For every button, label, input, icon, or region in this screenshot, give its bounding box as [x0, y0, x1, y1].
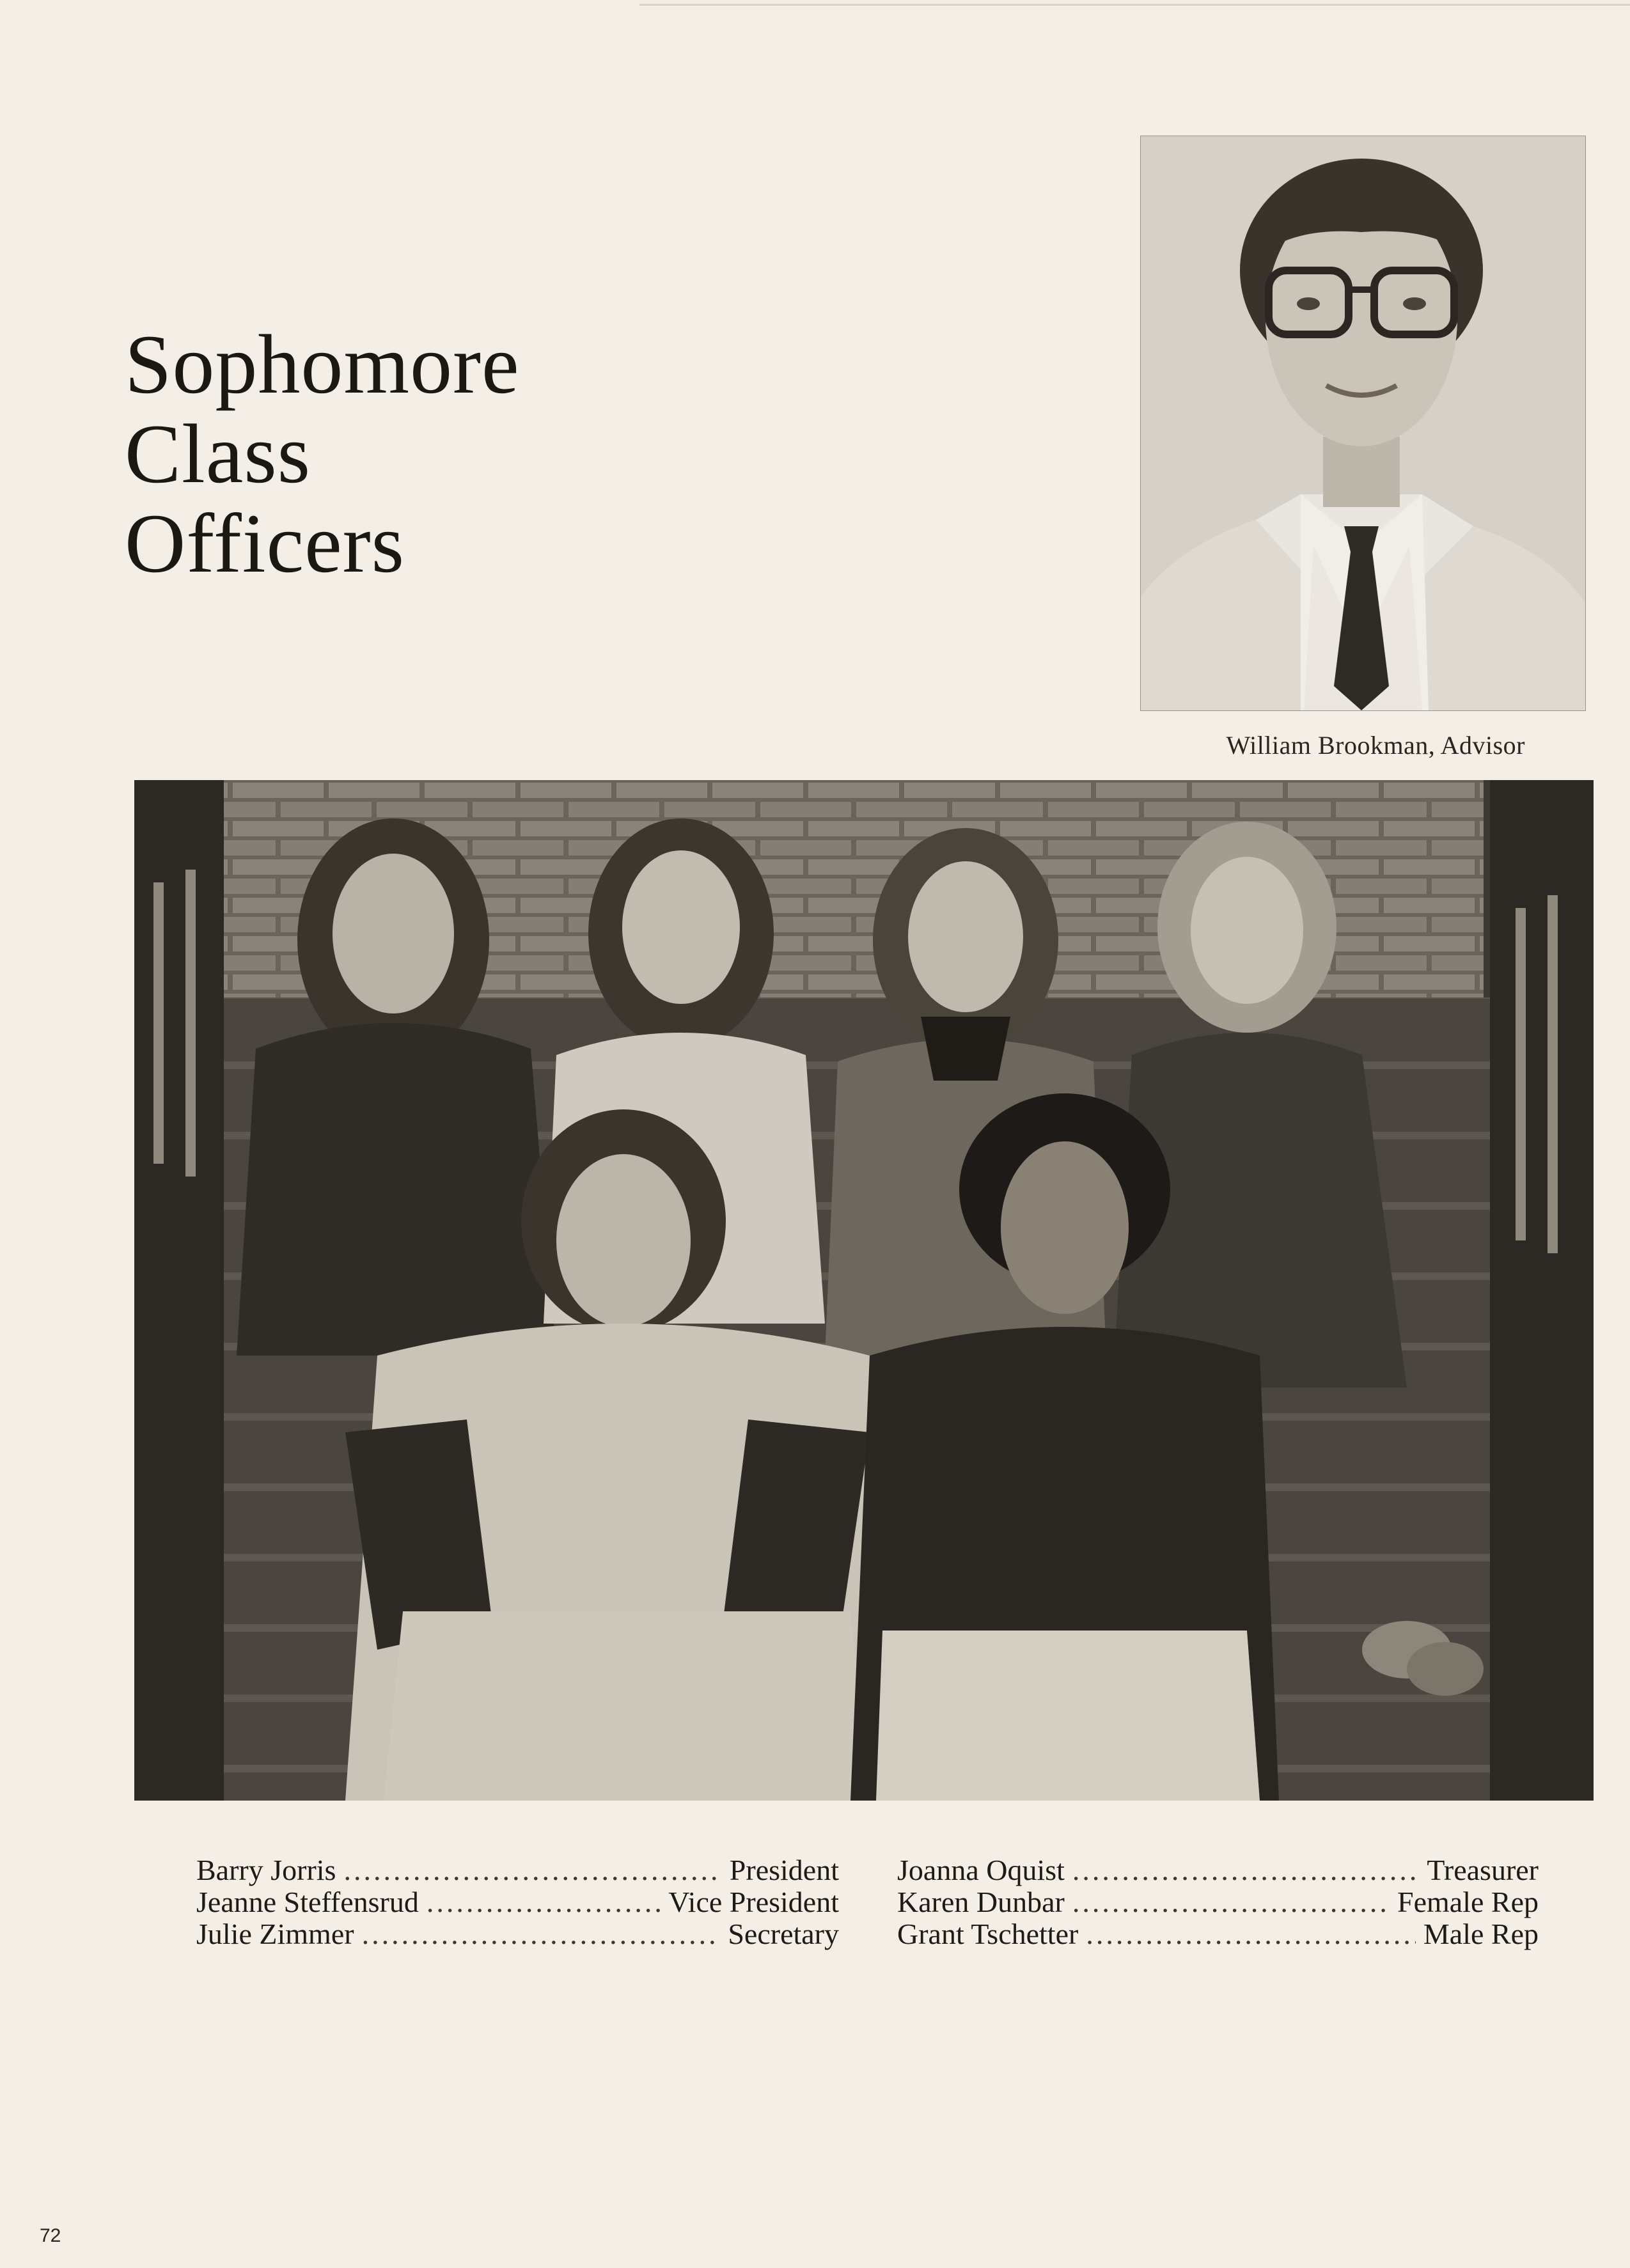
- officer-row: [196, 1918, 839, 1950]
- officers-list-right: [897, 1854, 1539, 1950]
- dot-leader: [1086, 1918, 1416, 1950]
- advisor-caption: William Brookman, Advisor: [1226, 731, 1525, 760]
- dot-leader: [343, 1854, 721, 1886]
- title-line-1: Sophomore: [125, 317, 520, 411]
- officer-office: Secretary: [728, 1918, 839, 1950]
- dot-leader: [1072, 1886, 1390, 1918]
- title-line-2: Class: [125, 407, 311, 501]
- dot-leader: [427, 1886, 661, 1918]
- top-rule: [639, 4, 1630, 6]
- officer-name: Barry Jorris: [196, 1854, 336, 1886]
- dot-leader: [1072, 1854, 1419, 1886]
- officer-row: [897, 1918, 1539, 1950]
- officer-office: Vice President: [668, 1886, 839, 1918]
- officer-name: Grant Tschetter: [897, 1918, 1079, 1950]
- dot-leader: [362, 1918, 721, 1950]
- officer-row: [196, 1854, 839, 1886]
- officer-office: Female Rep: [1397, 1886, 1539, 1918]
- officer-name: Julie Zimmer: [196, 1918, 354, 1950]
- officers-list-left: [196, 1854, 839, 1950]
- officer-office: Male Rep: [1423, 1918, 1539, 1950]
- officer-name: Karen Dunbar: [897, 1886, 1065, 1918]
- officer-office: Treasurer: [1427, 1854, 1539, 1886]
- officer-name: Jeanne Steffensrud: [196, 1886, 419, 1918]
- officer-row: [196, 1886, 839, 1918]
- page-title: [125, 317, 520, 590]
- title-line-3: Officers: [125, 496, 405, 590]
- officer-row: [897, 1886, 1539, 1918]
- officer-name: Joanna Oquist: [897, 1854, 1065, 1886]
- officer-row: [897, 1854, 1539, 1886]
- page-number: 72: [40, 2225, 61, 2246]
- group-photo: [134, 780, 1594, 1801]
- officer-office: President: [729, 1854, 839, 1886]
- advisor-portrait-photo: [1140, 136, 1586, 711]
